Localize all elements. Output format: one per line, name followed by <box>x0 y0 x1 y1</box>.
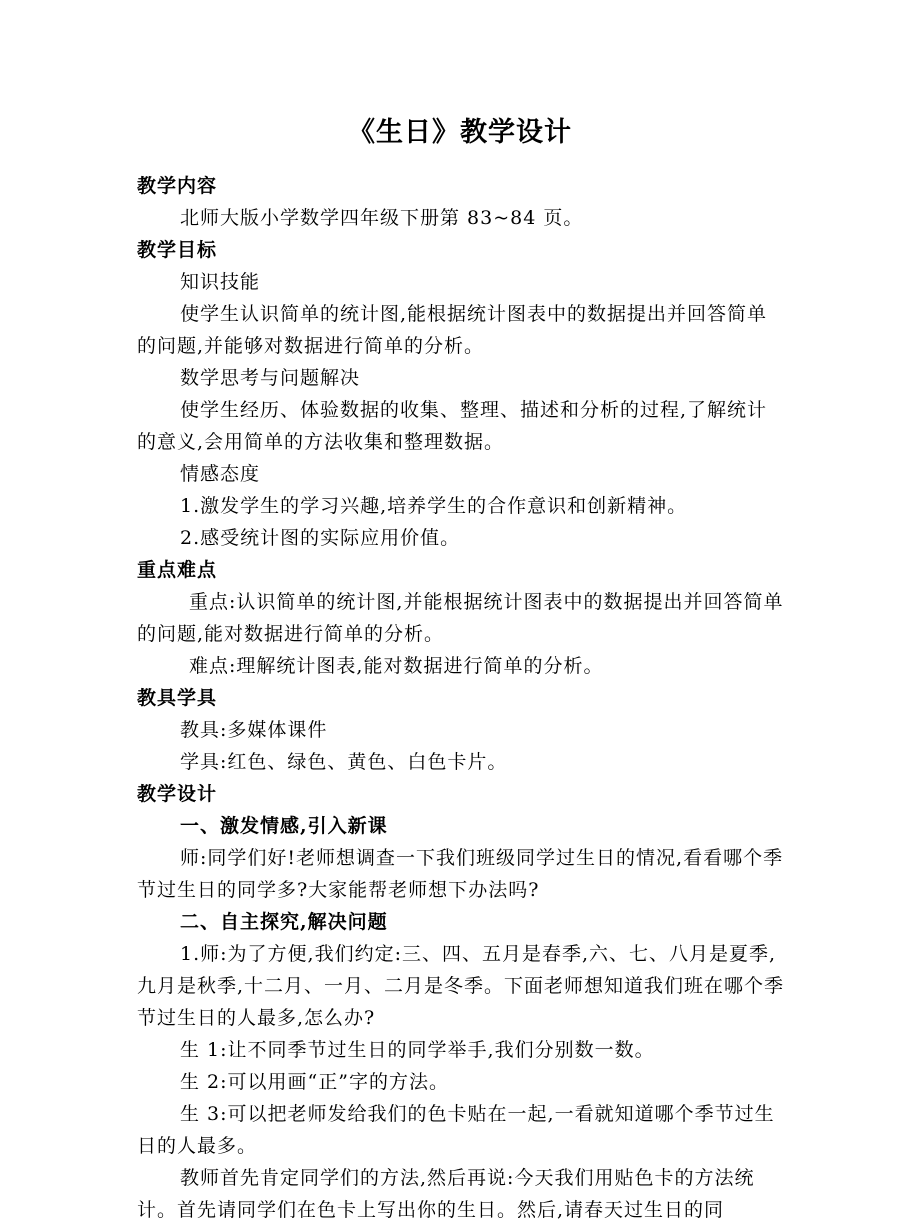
paragraph: 师:同学们好!老师想调查一下我们班级同学过生日的情况,看看哪个季节过生日的同学多?大家能帮老师想下办法吗? <box>137 847 784 901</box>
document-title: 《生日》教学设计 <box>348 117 572 148</box>
section-heading-tools: 教具学具 <box>137 687 218 709</box>
paragraph: 使学生认识简单的统计图,能根据统计图表中的数据提出并回答简单的问题,并能够对数据进行简单的分析。 <box>137 303 768 357</box>
subheading: 知识技能 <box>180 271 261 293</box>
paragraph: 重点:认识简单的统计图,并能根据统计图表中的数据提出并回答简单的问题,能对数据进行简单的分析。 <box>137 591 784 645</box>
paragraph: 教师首先肯定同学们的方法,然后再说:今天我们用贴色卡的方法统计。首先请同学们在色卡上写出你的生日。然后,请春天过生日的同 <box>137 1167 755 1221</box>
list-item: 1.激发学生的学习兴趣,培养学生的合作意识和创新精神。 <box>180 495 688 517</box>
section-heading-goals: 教学目标 <box>137 239 218 261</box>
paragraph: 教具:多媒体课件 <box>180 719 328 741</box>
paragraph: 北师大版小学数学四年级下册第 83~84 页。 <box>180 207 584 229</box>
paragraph: 学具:红色、绿色、黄色、白色卡片。 <box>180 751 508 773</box>
paragraph: 1.师:为了方便,我们约定:三、四、五月是春季,六、七、八月是夏季,九月是秋季,十二月、一月、二月是冬季。下面老师想知道我们班在哪个季节过生日的人最多,怎么办? <box>137 943 785 1029</box>
section-heading-content: 教学内容 <box>137 175 218 197</box>
subheading: 情感态度 <box>180 463 261 485</box>
step-heading: 二、自主探究,解决问题 <box>180 911 388 933</box>
step-heading: 一、激发情感,引入新课 <box>180 815 388 837</box>
paragraph: 使学生经历、体验数据的收集、整理、描述和分析的过程,了解统计的意义,会用简单的方法收集和整理数据。 <box>137 399 768 453</box>
section-heading-keypoints: 重点难点 <box>137 559 218 581</box>
list-item: 2.感受统计图的实际应用价值。 <box>180 527 461 549</box>
subheading: 数学思考与问题解决 <box>180 367 361 389</box>
paragraph: 难点:理解统计图表,能对数据进行简单的分析。 <box>189 655 604 677</box>
paragraph: 生 1:让不同季节过生日的同学举手,我们分别数一数。 <box>180 1039 655 1061</box>
section-heading-design: 教学设计 <box>137 783 218 805</box>
paragraph: 生 3:可以把老师发给我们的色卡贴在一起,一看就知道哪个季节过生日的人最多。 <box>137 1103 775 1157</box>
document-body <box>137 170 787 1226</box>
paragraph: 生 2:可以用画“正”字的方法。 <box>180 1071 449 1093</box>
